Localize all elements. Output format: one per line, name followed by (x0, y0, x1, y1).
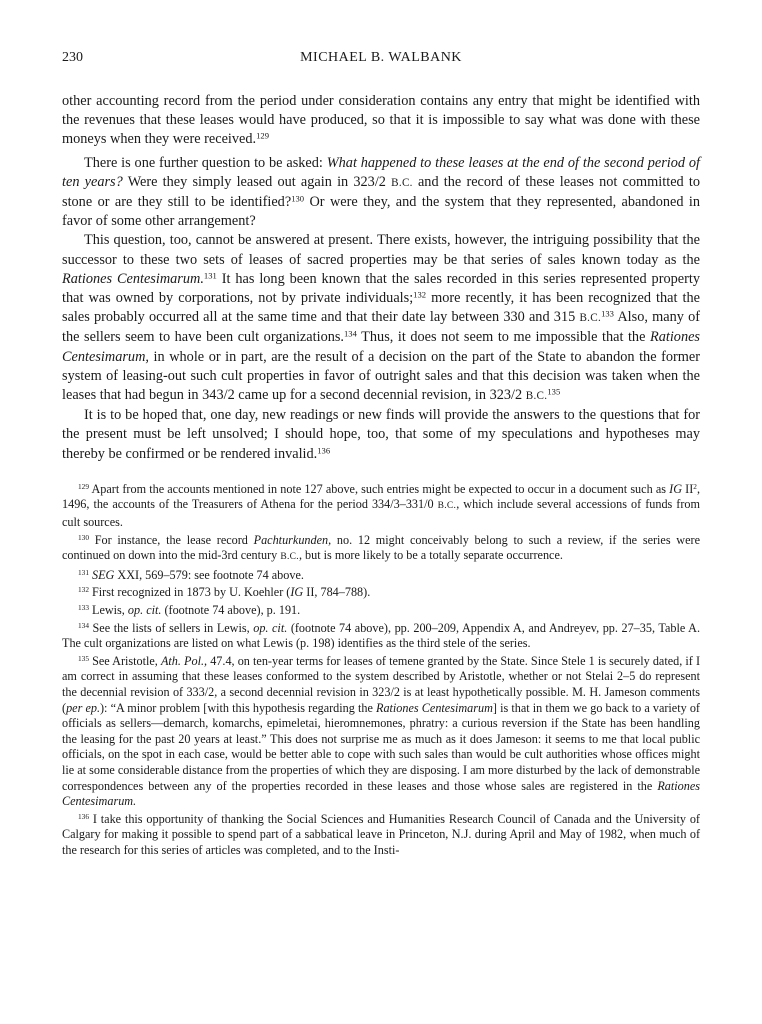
text-run: I take this opportunity of thanking the Social Sciences and Humanities Research Council of Canada and the University of Calgary for making it possible to spend part of a sabbatical leave in Princeton, N.J. during April and May of 1982, when much of the research for this series of articles was completed, and to the Insti- (62, 811, 700, 857)
italic-run: Ath. Pol., (160, 653, 208, 668)
paragraph (62, 406, 700, 464)
text-run: II (682, 481, 694, 496)
text-run: Thus, it does not seem to me impossible that the (356, 329, 650, 346)
text-run: more recently, it has been recognized that the sales probably occurred all at the same time and that their date lay between 330 and 315 (62, 290, 700, 326)
italic-run: Rationes Centesimarum, (62, 329, 701, 365)
text-run: no. 12 might conceivably belong to such a review, if the series were continued on down into the mid-3rd century (62, 532, 700, 563)
page-header (62, 50, 700, 72)
text-run: and the record of these leases not committed to stone or are they still to be identified? (62, 173, 701, 211)
small-caps-run: B.C. (437, 501, 457, 512)
italic-run: Rationes Centesimarum (376, 700, 493, 715)
small-caps-run: B.C. (579, 312, 602, 325)
text-run: Also, many of the sellers seem to have been cult organizations. (62, 309, 700, 346)
text-run: other accounting record from the period under consideration contains any entry that might be identified with the revenues that these leases would have produced, so that it is impossible to say what was done with these moneys when they were received. (62, 93, 700, 148)
italic-run: Rationes Centesimarum. (62, 270, 204, 287)
text-run: (footnote 74 above), p. 191. (161, 603, 301, 618)
footnote (62, 812, 700, 859)
text-run: There is one further question to be asked: (84, 154, 327, 171)
text-run: This question, too, cannot be answered at present. There exists, however, the intriguing possibility that the successor to these two sets of leases of sacred properties may be that series of sales known today as the (62, 232, 700, 268)
note-reference: 134 (78, 620, 89, 630)
text-run: XXI, 569–579: see footnote 74 above. (114, 567, 304, 582)
text-run: Or were they, and the system that they represented, abandoned in favor of some other arrangement? (62, 194, 701, 230)
footnote (62, 585, 700, 601)
note-reference: 131 (203, 270, 217, 281)
note-reference: 131 (78, 567, 89, 577)
note-reference: 136 (78, 811, 89, 821)
text-run: , which include several accessions of funds from cult sources. (62, 497, 700, 530)
footnote (62, 621, 700, 652)
text-run: Apart from the accounts mentioned in note 127 above, such entries might be expected to occur in a document such as (88, 481, 670, 496)
note-reference: 133 (78, 603, 89, 612)
italic-run: IG (290, 585, 304, 600)
note-reference: 130 (78, 532, 89, 542)
footnote (62, 568, 700, 584)
small-caps-run: B.C. (525, 390, 548, 403)
italic-run: op. cit. (253, 620, 288, 635)
text-run: Were they simply leased out again in 323/2 (122, 173, 392, 190)
italic-run: What happened to these leases at the end of the second period of ten years? (62, 154, 700, 190)
text-run: It is to be hoped that, one day, new readings or new finds will provide the answers to the questions that for the present must be left unsolved; I should hope, too, that some of my speculations and hypotheses may thereby be confirmed or be rendered invalid. (62, 407, 700, 462)
note-reference: 129 (256, 130, 269, 141)
journal-page (62, 50, 700, 859)
small-caps-run: B.C. (280, 552, 299, 563)
text-run: (footnote 74 above), pp. 200–209, Appendix A, and Andreyev, pp. 27–35, Table A. The cult organizations are listed on what Lewis (p. 198) identifies as the third stele of the series. (62, 620, 700, 651)
italic-run: per ep. (66, 700, 100, 715)
note-reference: 135 (547, 386, 561, 397)
running-title: MICHAEL B. WALBANK (300, 50, 462, 65)
text-run: See the lists of sellers in Lewis, (88, 620, 254, 635)
text-run: , 1496, the accounts of the Treasurers of Athena for the period 334/3–331/0 (62, 481, 700, 512)
italic-run: SEG (92, 567, 115, 582)
italic-run: op. cit. (127, 603, 162, 618)
note-reference: 129 (78, 481, 89, 491)
note-reference: 132 (413, 289, 427, 300)
note-reference: 133 (601, 308, 614, 319)
footnote (62, 482, 700, 531)
page-number: 230 (62, 50, 83, 65)
note-reference: 2 (693, 481, 697, 491)
footnote (62, 654, 700, 810)
text-run: See Aristotle, (88, 653, 161, 668)
text-run: First recognized in 1873 by U. Koehler ( (88, 585, 291, 600)
text-run: ): “A minor problem [with this hypothesis regarding the (100, 700, 376, 715)
italic-run: IG (669, 481, 683, 496)
note-reference: 130 (291, 193, 305, 204)
text-run: Lewis, (88, 603, 128, 618)
footnotes (62, 482, 700, 859)
paragraph (62, 154, 700, 232)
text-run: For instance, the lease record (88, 532, 254, 547)
footnote (62, 603, 700, 619)
note-reference: 132 (78, 585, 89, 595)
italic-run: Rationes Centesimarum. (62, 778, 700, 809)
text-run: It has long been known that the sales recorded in this series represented property that was owned by corporations, not by private individuals; (62, 270, 700, 307)
note-reference: 135 (78, 653, 89, 663)
note-reference: 136 (317, 444, 331, 455)
main-text (62, 92, 700, 464)
note-reference: 134 (344, 328, 357, 339)
text-run: II, 784–788). (303, 585, 371, 600)
small-caps-run: B.C. (391, 176, 413, 189)
text-run: 47.4, on ten-year terms for leases of temene granted by the State. Since Stele 1 is securely dated, if I am correct in assuming that these leases conformed to the system described by Aristotle, whether or not Stelai 2–5 do represent the decennial revision of 333/2, a second decennial revision in 323/2 is at least hypothetically possible. M. H. Jameson comments ( (62, 653, 701, 715)
text-run: ] is that in them we go back to a variety of officials as sellers—demarch, komarchs, epimeletai, hieromnemones, phratry: a curious reversion if the State has been handling the leasing for the past 20 years at least.” This does not surprise me as much as it does Jameson: it seems to me that local public officials, on the spot in each case, would be better able to cope with such sales than would be cult authorities whose offices might lie at some considerable distance from the properties of which they are disposing. I am more disturbed by the lack of demonstrable correspondences between any of the properties recorded in these leases and those whose sales are registered in the (62, 700, 700, 793)
paragraph (62, 231, 700, 406)
text-run: in whole or in part, are the result of a decision on the part of the State to abandon the former system of leasing-out such cult properties in favor of outright sales and that this decision was taken when the leases that had begun in 343/2 came up for a second decennial revision, in 323/2 (62, 348, 700, 404)
paragraph (62, 92, 700, 150)
text-run: , but is more likely to be a totally separate occurrence. (298, 548, 563, 563)
italic-run: Pachturkunden, (253, 532, 332, 547)
footnote (62, 533, 700, 566)
